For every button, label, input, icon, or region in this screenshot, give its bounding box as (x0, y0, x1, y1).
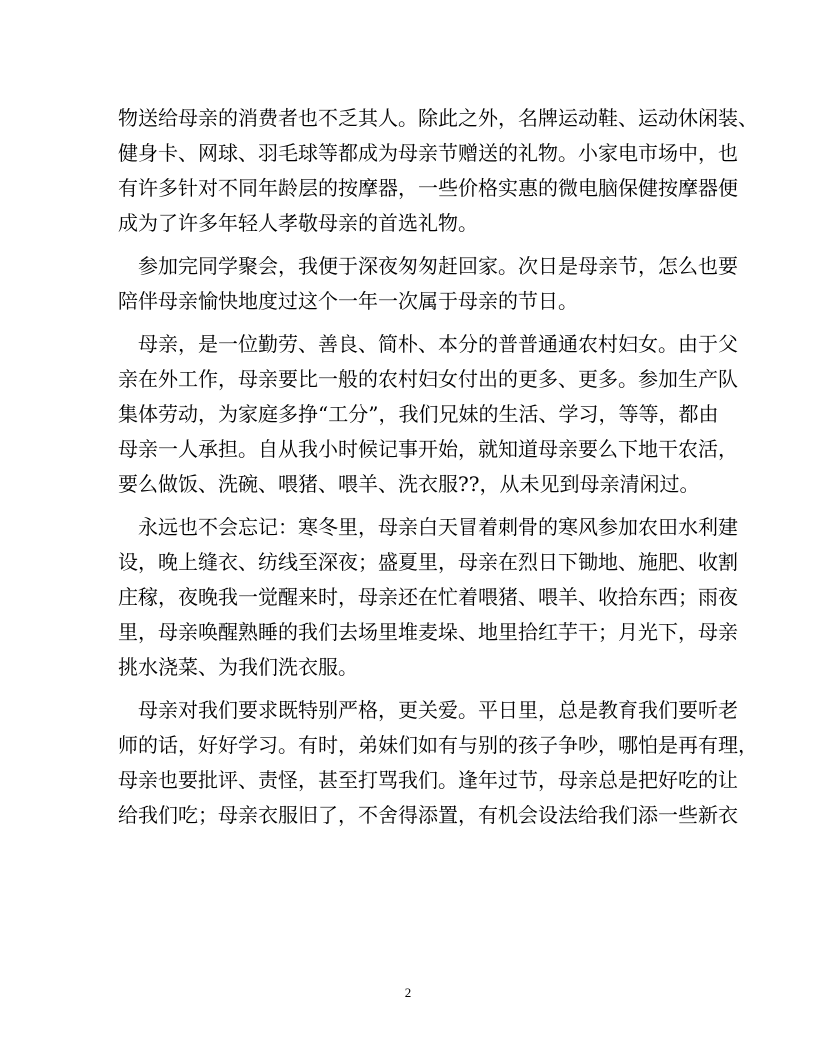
text-line: 庄稼，夜晚我一觉醒来时，母亲还在忙着喂猪、喂羊、收拾东西；雨夜 (118, 585, 738, 609)
paragraph-1 (118, 101, 758, 241)
text-line: 里，母亲唤醒熟睡的我们去场里堆麦垛、地里拾红芋干；月光下，母亲 (118, 620, 738, 644)
text-line: 母亲，是一位勤劳、善良、简朴、本分的普普通通农村妇女。由于父 (138, 332, 738, 356)
text-line: 给我们吃；母亲衣服旧了，不舍得添置，有机会设法给我们添一些新衣 (118, 803, 738, 827)
text-line: 集体劳动，为家庭多挣“工分”，我们兄妹的生活、学习，等等，都由 (118, 402, 719, 426)
text-line: 设，晚上缝衣、纺线至深夜；盛夏里，母亲在烈日下锄地、施肥、收割 (118, 550, 738, 574)
text-line: 陪伴母亲愉快地度过这个一年一次属于母亲的节日。 (118, 289, 578, 313)
paragraph-5 (118, 693, 758, 833)
text-line: 物送给母亲的消费者也不乏其人。除此之外，名牌运动鞋、运动休闲装、 (118, 106, 758, 130)
text-line: 师的话，好好学习。有时，弟妹们如有与别的孩子争吵，哪怕是再有理， (118, 733, 758, 757)
text-line: 亲在外工作，母亲要比一般的农村妇女付出的更多、更多。参加生产队 (118, 367, 738, 391)
page-number: 2 (404, 985, 412, 1000)
text-line: 母亲也要批评、责怪，甚至打骂我们。逢年过节，母亲总是把好吃的让 (118, 768, 738, 792)
text-line: 参加完同学聚会，我便于深夜匆匆赶回家。次日是母亲节，怎么也要 (138, 254, 738, 278)
text-line: 有许多针对不同年龄层的按摩器，一些价格实惠的微电脑保健按摩器便 (118, 176, 738, 200)
text-line: 永远也不会忘记：寒冬里，母亲白天冒着刺骨的寒风参加农田水利建 (138, 515, 738, 539)
text-line: 母亲一人承担。自从我小时候记事开始，就知道母亲要么下地干农活， (118, 437, 738, 461)
text-line: 要么做饭、洗碗、喂猪、喂羊、洗衣服??，从未见到母亲清闲过。 (118, 472, 700, 496)
paragraph-3 (118, 327, 738, 502)
document-body (118, 101, 758, 833)
text-line: 母亲对我们要求既特别严格，更关爱。平日里，总是教育我们要听老 (138, 698, 738, 722)
paragraph-4 (118, 510, 738, 685)
text-line: 挑水浇菜、为我们洗衣服。 (118, 655, 358, 679)
text-line: 健身卡、网球、羽毛球等都成为母亲节赠送的礼物。小家电市场中，也 (118, 141, 738, 165)
paragraph-2 (118, 249, 738, 319)
text-line: 成为了许多年轻人孝敬母亲的首选礼物。 (118, 211, 478, 235)
